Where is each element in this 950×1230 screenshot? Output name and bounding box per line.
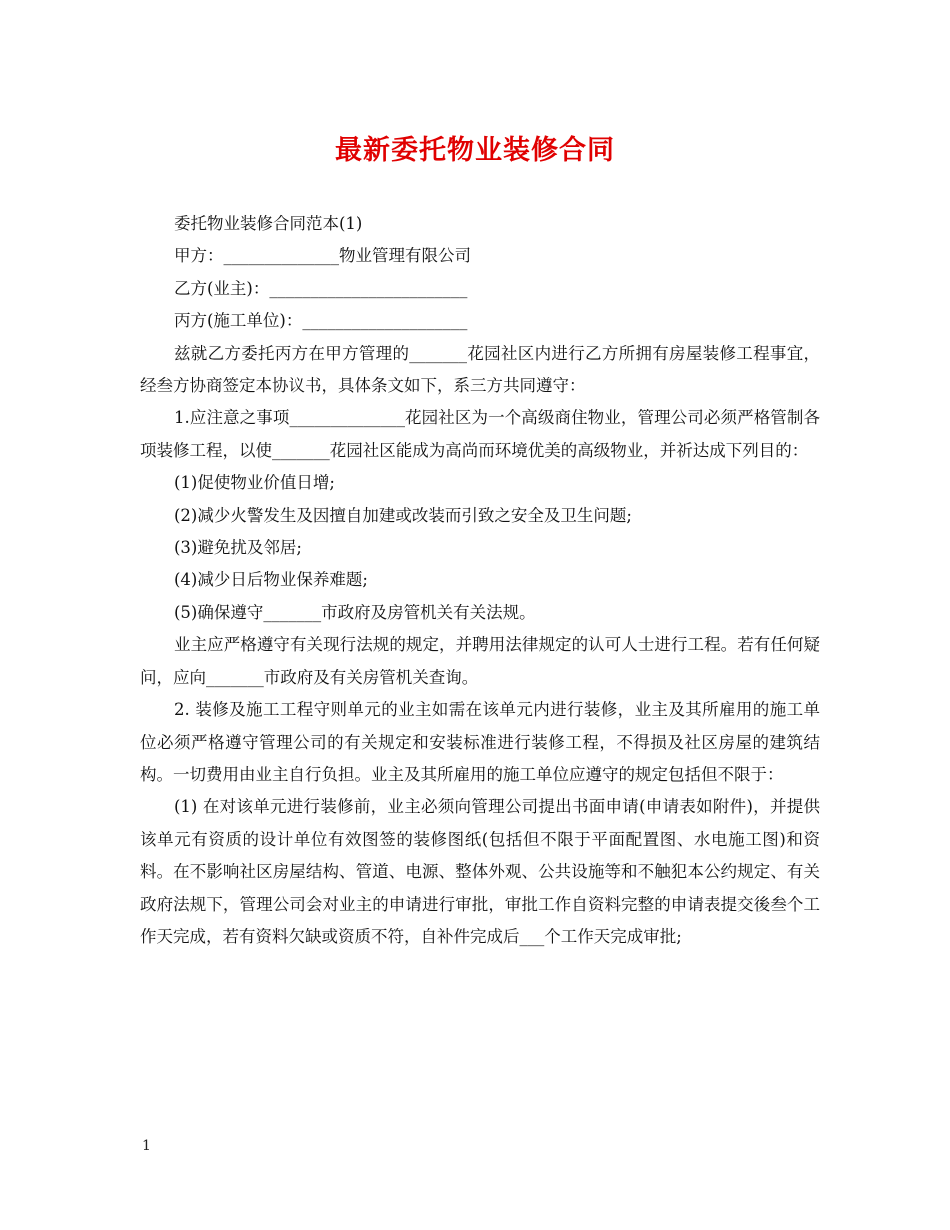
document-title: 最新委托物业装修合同 <box>335 135 615 166</box>
paragraph-item-3: (3)避免扰及邻居; <box>174 538 302 558</box>
paragraph-subtitle: 委托物业装修合同范本(1) <box>174 214 363 233</box>
paragraph-item-2: (2)减少火警发生及因擅自加建或改装而引致之安全及卫生问题; <box>174 505 632 525</box>
paragraph-compliance: 业主应严格遵守有关现行法规的规定，并聘用法律规定的认可人士进行工程。若有任何疑问，应向_______市政府及有关房管机关查询。 <box>140 635 820 687</box>
paragraph-preamble: 兹就乙方委托丙方在甲方管理的_______花园社区内进行乙方所拥有房屋装修工程事宜，经叁方协商签定本协议书，具体条文如下，系三方共同遵守： <box>140 343 820 396</box>
paragraph-party-b: 乙方(业主)：________________________ <box>174 278 468 298</box>
paragraph-item-5: (5)确保遵守_______市政府及房管机关有关法规。 <box>174 602 536 622</box>
paragraph-subclause-1: (1) 在对该单元进行装修前，业主必须向管理公司提出书面申请(申请表如附件)，并提供该单元有资质的设计单位有效图签的装修图纸(包括但不限于平面配置图、水电施工图)和资料。在不影响社区房屋结构、管道、电源、整体外观、公共设施等和不触犯本公约规定、有关政府法规下，管理公司会对业主的申请进行审批，审批工作自资料完整的申请表提交後叁个工作天完成，若有资料欠缺或资质不符，自补件完成后___个工作天完成审批; <box>140 797 820 946</box>
document-body <box>140 208 820 953</box>
page-number: 1 <box>142 1138 151 1154</box>
paragraph-clause-2: 2. 装修及施工工程守则单元的业主如需在该单元内进行装修，业主及其所雇用的施工单位必须严格遵守管理公司的有关规定和安装标准进行装修工程，不得损及社区房屋的建筑结构。一切费用由业主自行负担。业主及其所雇用的施工单位应遵守的规定包括但不限于： <box>140 700 820 784</box>
paragraph-party-c: 丙方(施工单位)：____________________ <box>174 311 468 331</box>
paragraph-item-4: (4)减少日后物业保养难题; <box>174 570 368 590</box>
paragraph-clause-1: 1.应注意之事项______________花园社区为一个高级商住物业，管理公司必须严格管制各项装修工程，以使_______花园社区能成为高尚而环境优美的高级物业，并祈达成下列目的： <box>140 408 820 460</box>
paragraph-item-1: (1)促使物业价值日增; <box>174 473 335 493</box>
paragraph-party-a: 甲方：______________物业管理有限公司 <box>174 246 471 266</box>
